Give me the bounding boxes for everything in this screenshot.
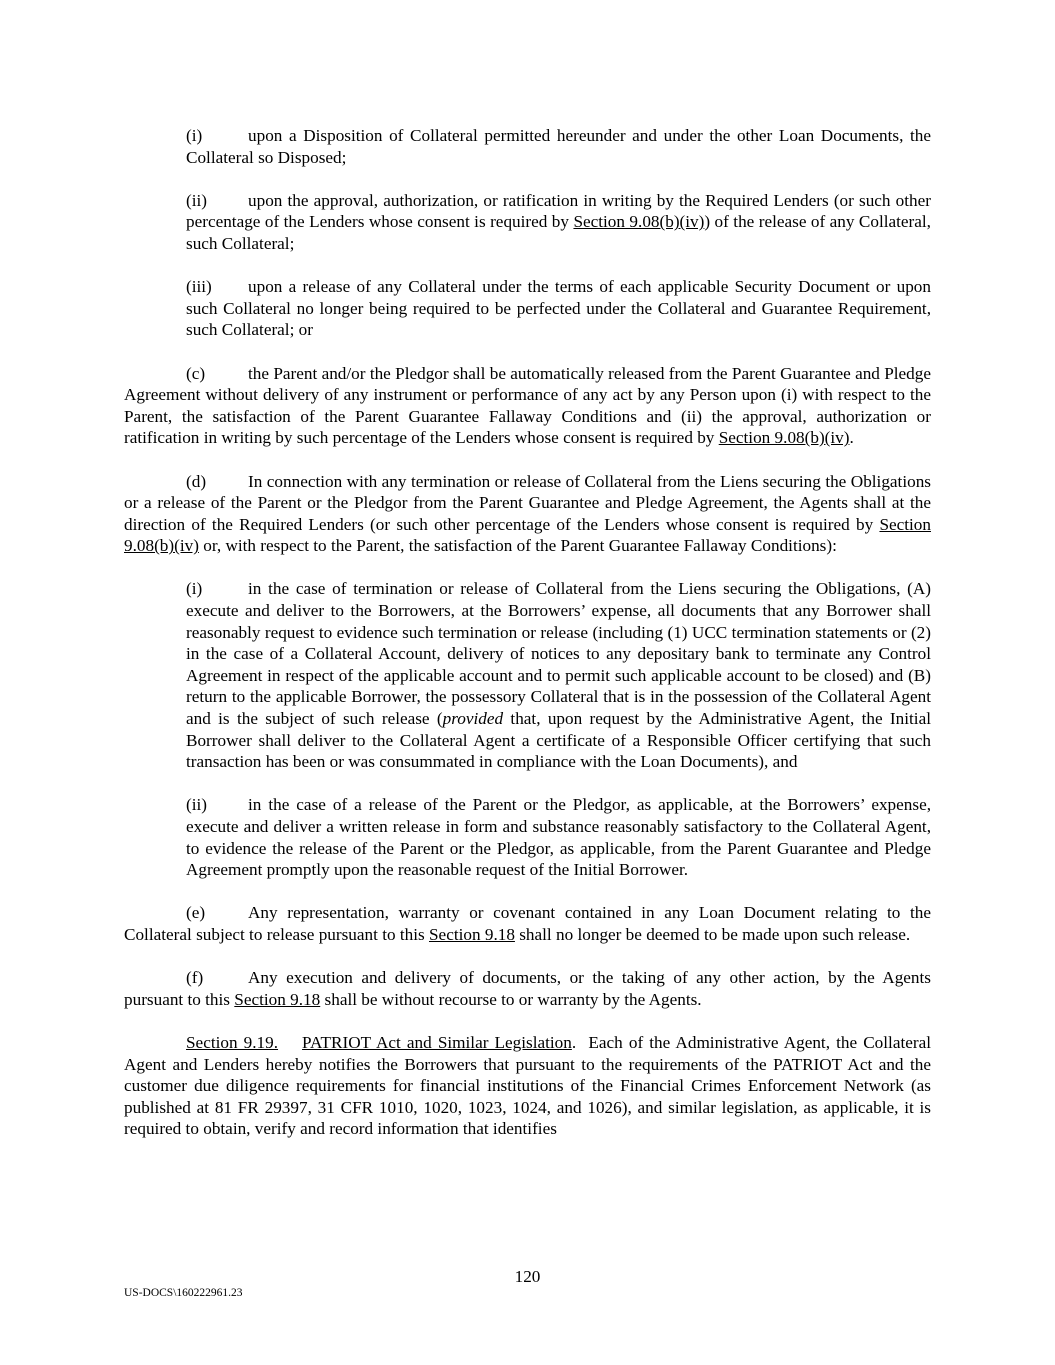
clause-text: in the case of a release of the Parent or the Pledgor, as applicable, at the Borrowers’ expense, execute and deliver a written release in form and substance reasonably satisfactory to the Collateral Agent, to evidence the release of the Parent or the Pledgor, as applicable, from the Parent Guarantee and Pledge Agreement promptly upon the reasonable request of the Initial Borrower. xyxy=(186,795,931,880)
italic-term: provided xyxy=(442,709,504,729)
clause-text: that, upon request by the Administrative Agent, the Initial Borrower shall deliver to the Collateral Agent a certificate of a Responsible Officer certifying that such transaction has been or was consummated in compliance with the Loan Documents), and xyxy=(186,709,931,772)
clause-b-i xyxy=(186,125,931,168)
section-reference: Section 9.08(b)(iv) xyxy=(573,212,705,232)
clause-text: . xyxy=(849,428,854,448)
clause-b-iii xyxy=(186,276,931,341)
clause-label: (i) xyxy=(186,126,203,145)
section-reference: Section 9.08(b)(iv) xyxy=(124,514,931,556)
clause-text: or, with respect to the Parent, the satisfaction of the Parent Guarantee Fallaway Conditions): xyxy=(198,536,837,556)
clause-text: Any representation, warranty or covenant contained in any Loan Document relating to the Collateral subject to release pursuant to this xyxy=(124,903,931,944)
clause-text: Any execution and delivery of documents, or the taking of any other action, by the Agents pursuant to this xyxy=(124,968,931,1009)
page-number: 120 xyxy=(514,1267,541,1286)
clause-b-ii xyxy=(186,190,931,255)
document-id: US-DOCS\160222961.23 xyxy=(124,1287,243,1299)
clause-label: (d) xyxy=(186,471,207,491)
page-body xyxy=(124,125,931,1162)
section-text: Each of the Administrative Agent, the Collateral Agent and Lenders hereby notifies the Borrowers that pursuant to the requirements of the PATRIOT Act and the customer due diligence requirements for financial institutions of the Financial Crimes Enforcement Network (as published at 81 FR 29397, 31 CFR 1010, 1020, 1023, 1024, and 1026), and similar legislation, as applicable, it is required to obtain, verify and record information that identifies xyxy=(124,1032,931,1139)
clause-f xyxy=(124,967,931,1010)
clause-text: upon the approval, authorization, or ratification in writing by the Required Lenders (or such other percentage of the Lenders whose consent is required by xyxy=(186,190,931,232)
clause-text: In connection with any termination or release of Collateral from the Liens securing the Obligations or a release of the Parent or the Pledgor from the Parent Guarantee and Pledge Agreement, the Agents shall at the direction of the Required Lenders (or such other percentage of the Lenders whose consent is required by xyxy=(124,471,931,534)
clause-label: (i) xyxy=(186,579,203,599)
clause-text: shall be without recourse to or warranty by the Agents. xyxy=(320,989,702,1009)
clause-label: (ii) xyxy=(186,190,207,210)
section-reference: Section 9.18 xyxy=(234,989,321,1009)
section-9-19 xyxy=(124,1032,931,1140)
clause-label: (c) xyxy=(186,363,206,383)
clause-text: upon a release of any Collateral under the terms of each applicable Security Document or upon such Collateral no longer being required to be perfected under the Collateral and Guarantee Requirement, such Collateral; or xyxy=(186,277,931,340)
clause-d-ii xyxy=(186,794,931,880)
clause-text: shall no longer be deemed to be made upon such release. xyxy=(514,924,911,944)
clause-c xyxy=(124,363,931,449)
section-heading: PATRIOT Act and Similar Legislation xyxy=(302,1032,572,1052)
clause-label: (f) xyxy=(186,968,204,988)
clause-label: (e) xyxy=(186,903,206,923)
clause-d xyxy=(124,471,931,557)
clause-e xyxy=(124,902,931,945)
section-heading-period: . xyxy=(571,1032,577,1052)
clause-text: the Parent and/or the Pledgor shall be automatically released from the Parent Guarantee and Pledge Agreement without delivery of any instrument or performance of any act by any Person upon (i) with respect to the Parent, the satisfaction of the Parent Guarantee Fallaway Conditions and (ii) the approval, authorization or ratification in writing by such percentage of the Lenders whose consent is required by xyxy=(124,363,931,448)
clause-text: upon a Disposition of Collateral permitted hereunder and under the other Loan Documents, the Collateral so Disposed; xyxy=(186,126,931,167)
clause-label: (iii) xyxy=(186,277,212,297)
clause-label: (ii) xyxy=(186,795,207,815)
section-reference: Section 9.18 xyxy=(429,924,515,944)
clause-text: ) of the release of any Collateral, such Collateral; xyxy=(186,212,931,253)
section-number: Section 9.19. xyxy=(186,1032,279,1052)
section-reference: Section 9.08(b)(iv) xyxy=(718,428,850,448)
clause-d-i xyxy=(186,578,931,772)
clause-text: in the case of termination or release of Collateral from the Liens securing the Obligations, (A) execute and deliver to the Borrowers, at the Borrowers’ expense, all documents that any Borrower shall reasonably request to evidence such termination or release (including (1) UCC termination statements or (2) in the case of a Collateral Account, delivery of notices to any depositary bank to terminate any Control Agreement in respect of the applicable account and to permit such applicable account to be closed) and (B) return to the applicable Borrower, the possessory Collateral that is in the possession of the Collateral Agent and is the subject of such release ( xyxy=(186,579,931,729)
